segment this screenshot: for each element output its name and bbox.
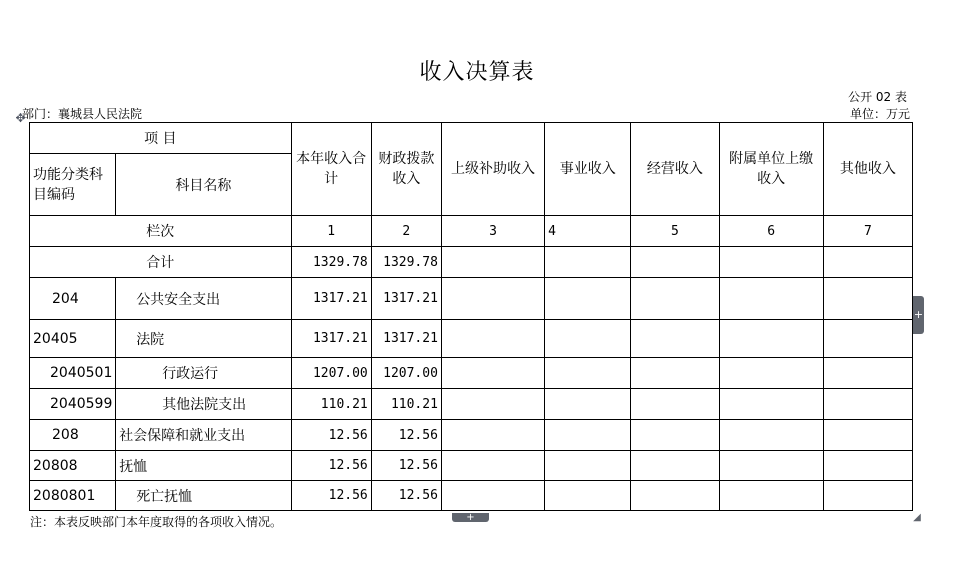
row-name: 死亡抚恤: [116, 481, 291, 511]
index-num: 1: [291, 216, 371, 247]
header-col-3: 上级补助收入: [441, 123, 544, 216]
row-value: 110.21: [291, 389, 371, 420]
row-value: 12.56: [371, 481, 441, 511]
index-row: [30, 216, 913, 247]
table-note: 注：本表反映部门本年度取得的各项收入情况。: [30, 515, 283, 529]
row-value: 110.21: [371, 389, 441, 420]
row-value: 12.56: [291, 420, 371, 451]
row-name: 社会保障和就业支出: [116, 420, 291, 451]
row-code: 20405: [30, 320, 116, 358]
table-row: [30, 389, 913, 420]
index-num: 2: [371, 216, 441, 247]
header-col-6: 附属单位上缴收入: [719, 123, 823, 216]
table-row: [30, 278, 913, 320]
row-value: 1207.00: [291, 358, 371, 389]
row-name: 法院: [116, 320, 291, 358]
index-label: 栏次: [30, 216, 292, 247]
index-num: 5: [631, 216, 719, 247]
add-row-button[interactable]: [452, 513, 489, 522]
total-label: 合计: [30, 247, 292, 278]
header-col-7: 其他收入: [823, 123, 912, 216]
form-number: 公开 02 表: [848, 90, 907, 104]
row-code: 2040501: [30, 358, 116, 389]
row-value: 12.56: [371, 420, 441, 451]
index-num: 7: [823, 216, 912, 247]
row-value: 1317.21: [291, 320, 371, 358]
department-label: 部门：襄城县人民法院: [22, 107, 143, 121]
total-row: [30, 247, 913, 278]
row-code: 208: [30, 420, 116, 451]
row-value: 12.56: [291, 451, 371, 481]
header-col-1: 本年收入合计: [291, 123, 371, 216]
table-row: [30, 320, 913, 358]
income-table: [29, 122, 913, 511]
row-value: 1317.21: [371, 278, 441, 320]
row-name: 行政运行: [116, 358, 291, 389]
row-code: 2080801: [30, 481, 116, 511]
move-anchor-icon[interactable]: ✥: [15, 111, 26, 125]
resize-corner-icon[interactable]: ◢: [913, 512, 921, 523]
row-code: 2040599: [30, 389, 116, 420]
header-col-5: 经营收入: [631, 123, 719, 216]
row-name: 公共安全支出: [116, 278, 291, 320]
index-num: 3: [441, 216, 544, 247]
total-value: 1329.78: [371, 247, 441, 278]
header-func-code: 功能分类科目编码: [30, 154, 116, 216]
table-row: [30, 451, 913, 481]
total-value: 1329.78: [291, 247, 371, 278]
index-num: 6: [719, 216, 823, 247]
row-value: 12.56: [291, 481, 371, 511]
row-value: 1207.00: [371, 358, 441, 389]
row-name: 其他法院支出: [116, 389, 291, 420]
add-column-button[interactable]: [913, 296, 924, 334]
plus-icon: +: [466, 512, 475, 523]
header-col-2: 财政拨款收入: [371, 123, 441, 216]
table-row: [30, 481, 913, 511]
table-row: [30, 420, 913, 451]
row-name: 抚恤: [116, 451, 291, 481]
row-value: 1317.21: [371, 320, 441, 358]
header-subject-name: 科目名称: [116, 154, 291, 216]
index-num: 4: [545, 216, 631, 247]
row-value: 1317.21: [291, 278, 371, 320]
row-code: 204: [30, 278, 116, 320]
header-col-4: 事业收入: [545, 123, 631, 216]
row-code: 20808: [30, 451, 116, 481]
unit-label: 单位：万元: [849, 107, 910, 121]
plus-icon: +: [913, 308, 924, 321]
table-row: [30, 358, 913, 389]
page-title: 收入决算表: [419, 60, 535, 85]
row-value: 12.56: [371, 451, 441, 481]
header-item: 项 目: [30, 123, 292, 154]
